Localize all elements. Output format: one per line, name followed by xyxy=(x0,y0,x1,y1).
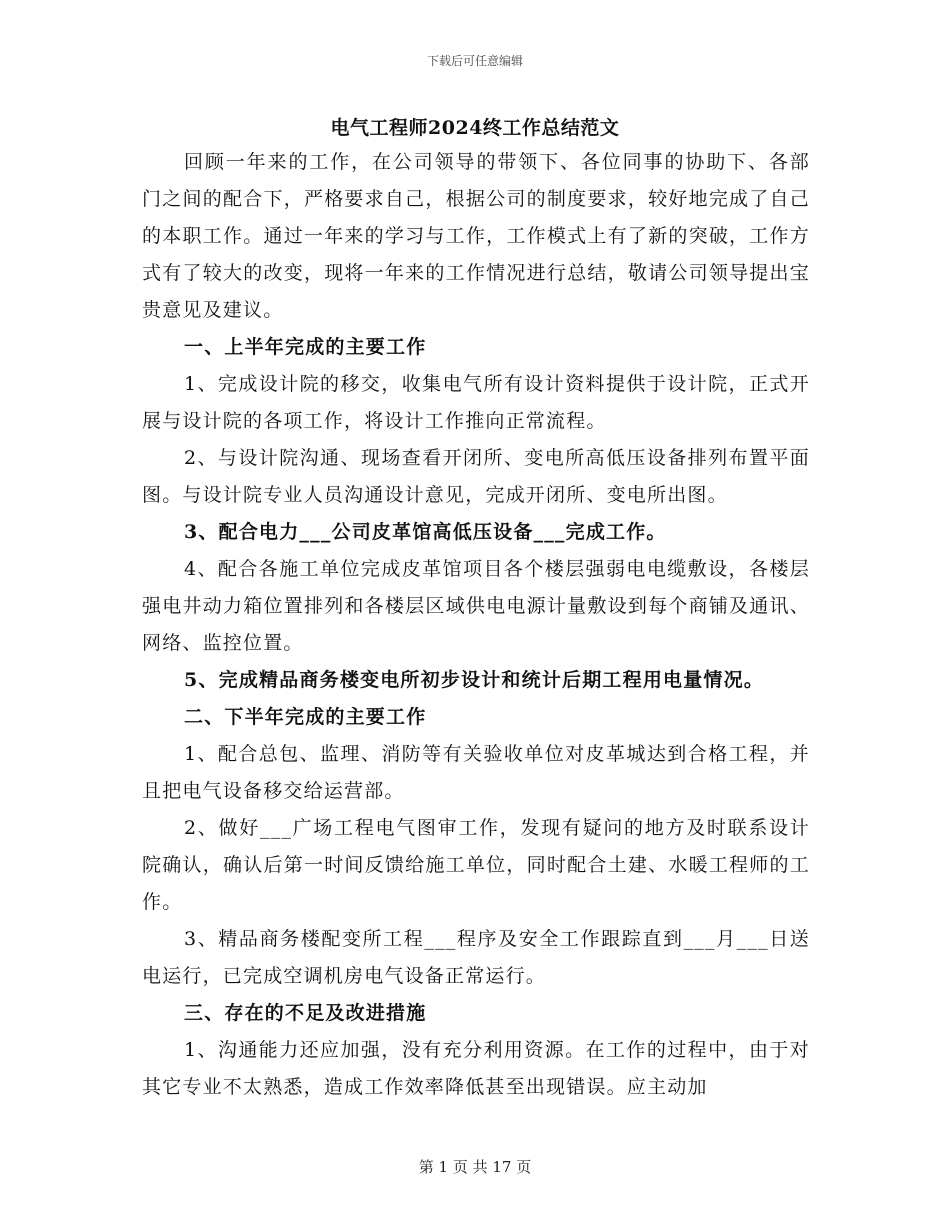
page-number: 第 1 页 共 17 页 xyxy=(418,1158,532,1176)
paragraph-item-bold: 5、完成精品商务楼变电所初步设计和统计后期工程用电量情况。 xyxy=(184,669,765,691)
paragraph-item: 2、与设计院沟通、现场查看开闭所、变电所高低压设备排列布置平面图。与设计院专业人员沟通设计意见，完成开闭所、变电所出图。 xyxy=(142,447,810,506)
section-heading-first-half: 一、上半年完成的主要工作 xyxy=(184,336,427,358)
section-heading-shortcomings: 三、存在的不足及改进措施 xyxy=(184,1002,427,1024)
paragraph-intro: 回顾一年来的工作，在公司领导的带领下、各位同事的协助下、各部门之间的配合下，严格要求自己，根据公司的制度要求，较好地完成了自己的本职工作。通过一年来的学习与工作，工作模式上有了新的突破，工作方式有了较大的改变，现将一年来的工作情况进行总结，敬请公司领导提出宝贵意见及建议。 xyxy=(142,151,810,321)
document-body xyxy=(142,144,810,1106)
paragraph-item: 1、沟通能力还应加强，没有充分利用资源。在工作的过程中，由于对其它专业不太熟悉，造成工作效率降低甚至出现错误。应主动加 xyxy=(142,1039,810,1098)
paragraph-item: 3、精品商务楼配变所工程___程序及安全工作跟踪直到___月___日送电运行，已完成空调机房电气设备正常运行。 xyxy=(142,928,810,987)
paragraph-item: 2、做好___广场工程电气图审工作，发现有疑问的地方及时联系设计院确认，确认后第一时间反馈给施工单位，同时配合土建、水暖工程师的工作。 xyxy=(142,817,810,913)
paragraph-item: 4、配合各施工单位完成皮革馆项目各个楼层强弱电电缆敷设，各楼层强电井动力箱位置排列和各楼层区域供电电源计量敷设到每个商铺及通讯、网络、监控位置。 xyxy=(142,558,810,654)
paragraph-item: 1、配合总包、监理、消防等有关验收单位对皮革城达到合格工程，并且把电气设备移交给运营部。 xyxy=(142,743,810,802)
paragraph-item: 1、完成设计院的移交，收集电气所有设计资料提供于设计院，正式开展与设计院的各项工作，将设计工作推向正常流程。 xyxy=(142,373,810,432)
paragraph-item-bold: 3、配合电力___公司皮革馆高低压设备___完成工作。 xyxy=(184,521,667,543)
page-header-note: 下载后可任意编辑 xyxy=(426,54,523,68)
section-heading-second-half: 二、下半年完成的主要工作 xyxy=(184,706,427,728)
document-title: 电气工程师2024终工作总结范文 xyxy=(330,117,620,139)
